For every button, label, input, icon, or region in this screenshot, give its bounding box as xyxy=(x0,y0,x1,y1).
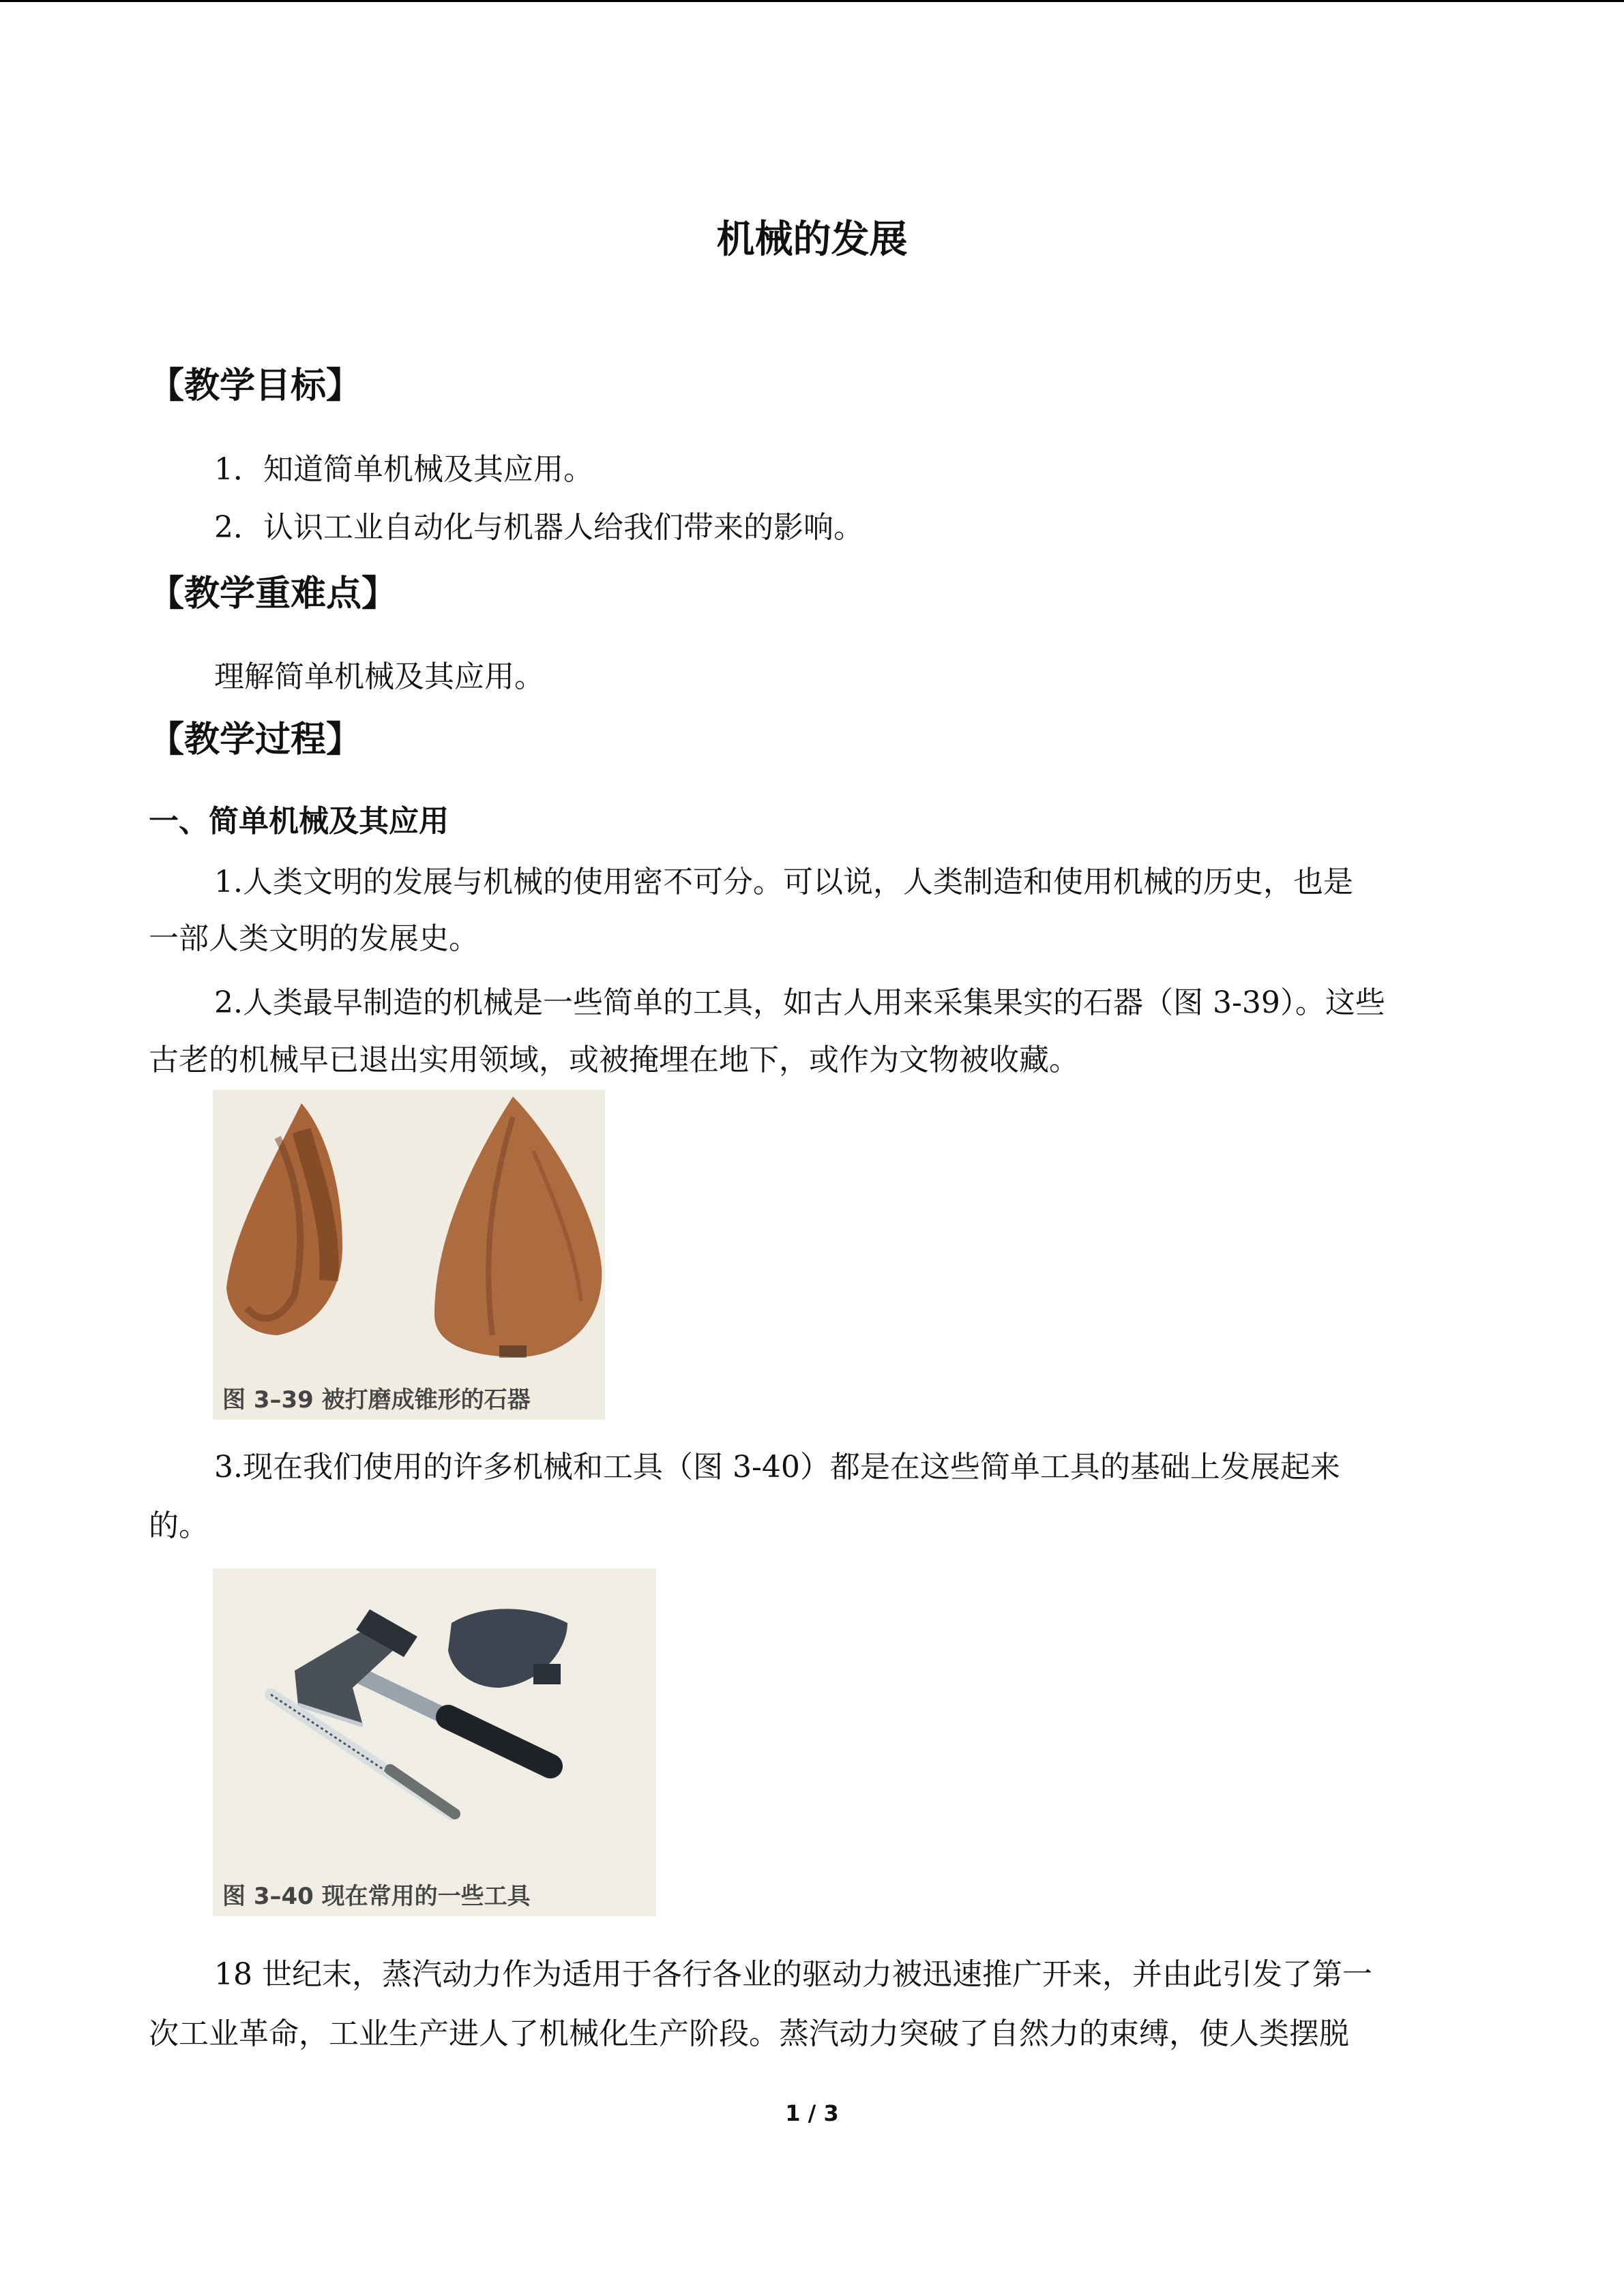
page-number: 1 / 3 xyxy=(785,2100,839,2126)
stone-tools-illustration xyxy=(213,1090,605,1420)
paragraph-4-line-1: 18 世纪末，蒸汽动力作为适用于各行各业的驱动力被迅速推广开来，并由此引发了第一 xyxy=(214,1957,1372,1992)
top-border-rule xyxy=(0,0,1624,2)
section1-heading: 一、简单机械及其应用 xyxy=(149,804,449,839)
paragraph-4-line-2: 次工业革命，工业生产进人了机械化生产阶段。蒸汽动力突破了自然力的束缚，使人类摆脱 xyxy=(149,2016,1349,2051)
keypoints-text: 理解简单机械及其应用。 xyxy=(214,659,544,694)
figure-1-caption: 图 3–39 被打磨成锥形的石器 xyxy=(222,1386,531,1414)
objectives-heading: 【教学目标】 xyxy=(149,366,362,406)
paragraph-2-line-1: 2.人类最早制造的机械是一些简单的工具，如古人用来采集果实的石器（图 3-39）。这些 xyxy=(214,985,1385,1020)
objective-item-2: 2．认识工业自动化与机器人给我们带来的影响。 xyxy=(214,510,863,545)
paragraph-1-line-1: 1.人类文明的发展与机械的使用密不可分。可以说，人类制造和使用机械的历史，也是 xyxy=(214,865,1353,899)
figure-2-caption: 图 3–40 现在常用的一些工具 xyxy=(222,1883,531,1910)
document-title: 机械的发展 xyxy=(716,218,908,262)
paragraph-3-line-2: 的。 xyxy=(149,1508,209,1543)
paragraph-1-line-2: 一部人类文明的发展史。 xyxy=(149,921,479,956)
modern-tools-illustration xyxy=(213,1568,656,1916)
keypoints-heading: 【教学重难点】 xyxy=(149,573,398,614)
figure-modern-tools xyxy=(213,1568,656,1916)
paragraph-2-line-2: 古老的机械早已退出实用领域，或被掩埋在地下，或作为文物被收藏。 xyxy=(149,1043,1079,1077)
objective-item-1: 1．知道简单机械及其应用。 xyxy=(214,452,593,487)
paragraph-3-line-1: 3.现在我们使用的许多机械和工具（图 3-40）都是在这些简单工具的基础上发展起来 xyxy=(214,1450,1340,1485)
process-heading: 【教学过程】 xyxy=(149,719,362,760)
figure-stone-tools xyxy=(213,1090,605,1420)
